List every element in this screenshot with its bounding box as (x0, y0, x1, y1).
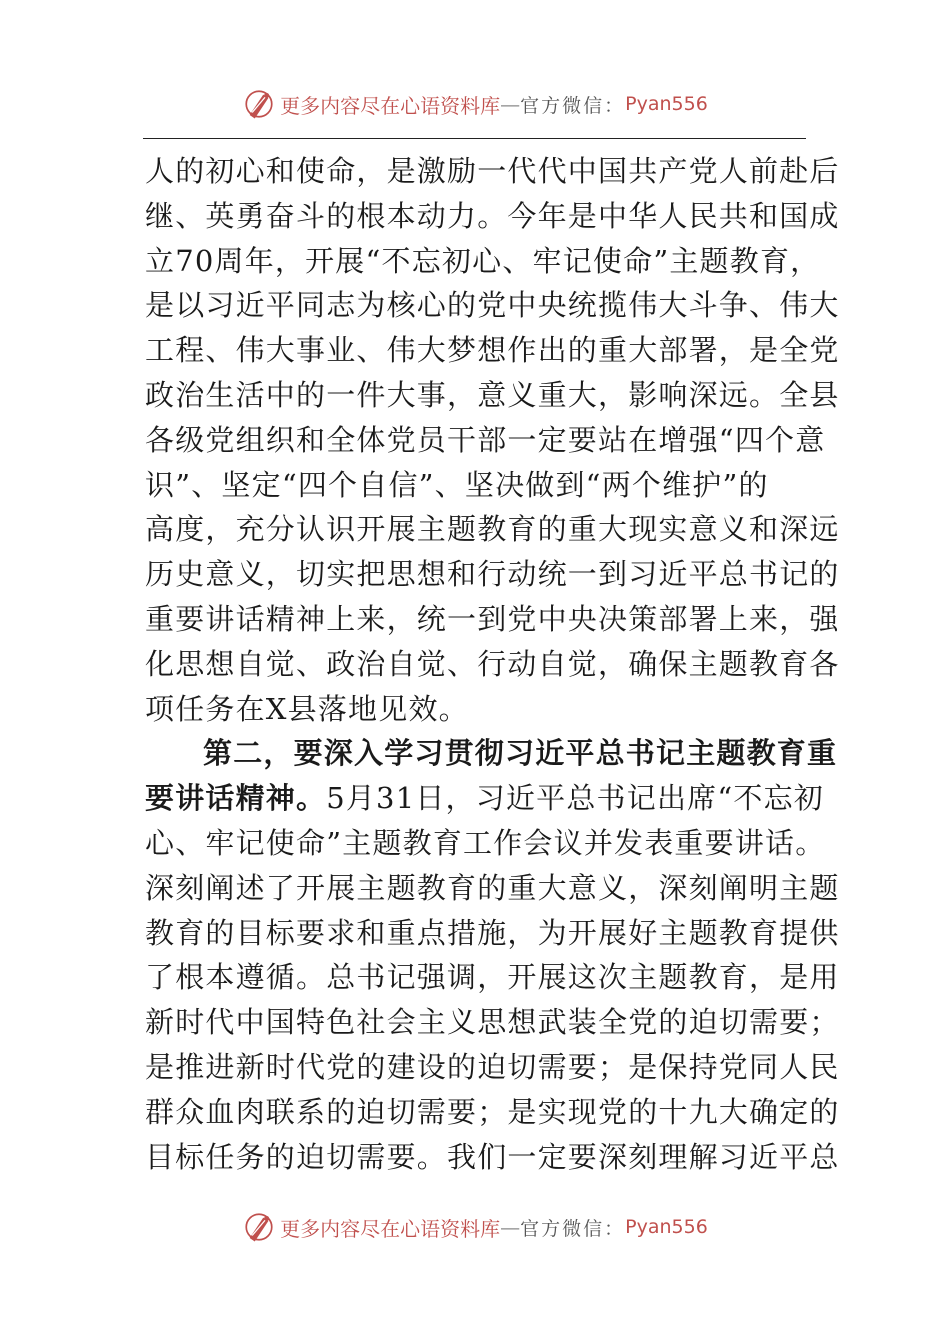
footer-banner (0, 1207, 950, 1247)
body-line: 了根本遵循。总书记强调，开展这次主题教育，是用 (145, 960, 840, 995)
body-line: 识”、坚定“四个自信”、坚决做到“两个维护”的 (145, 467, 769, 502)
body-line: 教育的目标要求和重点措施，为开展好主题教育提供 (145, 915, 840, 950)
body-line: 目标任务的迫切需要。我们一定要深刻理解习近平总 (145, 1139, 840, 1174)
header-separator: — (500, 92, 521, 116)
body-line: 深刻阐述了开展主题教育的重大意义，深刻阐明主题 (145, 870, 840, 905)
body-line: 人的初心和使命，是激励一代代中国共产党人前赴后 (145, 154, 840, 188)
header-divider (143, 138, 806, 139)
paragraph-heading-end: 要讲话精神。 (145, 781, 327, 816)
body-line: 心、牢记使命”主题教育工作会议并发表重要讲话。 (145, 825, 826, 860)
footer-brand-text: 更多内容尽在心语资料库 (280, 1216, 501, 1241)
body-line: 新时代中国特色社会主义思想武装全党的迫切需要； (145, 1005, 840, 1040)
footer-contact-label: 官方微信： (520, 1217, 626, 1240)
body-line: 重要讲话精神上来，统一到党中央决策部署上来，强 (145, 601, 840, 636)
footer-separator: — (500, 1215, 521, 1239)
document-body (145, 149, 840, 1179)
pen-nib-logo-icon (242, 87, 276, 121)
pen-nib-logo-icon (242, 1210, 276, 1244)
body-line: 群众血肉联系的迫切需要；是实现党的十九大确定的 (145, 1094, 840, 1129)
header-brand-text: 更多内容尽在心语资料库 (280, 93, 501, 118)
body-line: 政治生活中的一件大事，意义重大，影响深远。全县 (145, 377, 840, 412)
body-line: 立70周年，开展“不忘初心、牢记使命”主题教育， (145, 243, 821, 278)
body-line: 是以习近平同志为核心的党中央统揽伟大斗争、伟大 (145, 288, 840, 323)
body-line: 历史意义，切实把思想和行动统一到习近平总书记的 (145, 557, 840, 592)
body-line (145, 776, 824, 821)
body-line: 各级党组织和全体党员干部一定要站在增强“四个意 (145, 422, 826, 457)
body-line-rest: 5月31日，习近平总书记出席“不忘初 (326, 781, 824, 816)
header-contact-label: 官方微信： (520, 94, 626, 117)
body-line: 工程、伟大事业、伟大梦想作出的重大部署，是全党 (145, 333, 840, 368)
header-banner (0, 84, 950, 124)
body-line: 项任务在X县落地见效。 (145, 691, 469, 726)
body-line: 化思想自觉、政治自觉、行动自觉，确保主题教育各 (145, 646, 840, 681)
body-line: 是推进新时代党的建设的迫切需要；是保持党同人民 (145, 1049, 840, 1084)
paragraph-heading: 第二，要深入学习贯彻习近平总书记主题教育重 (203, 736, 838, 771)
body-line: 高度，充分认识开展主题教育的重大现实意义和深远 (145, 512, 840, 547)
header-wechat-id: Pyan556 (625, 93, 708, 115)
body-line: 继、英勇奋斗的根本动力。今年是中华人民共和国成 (145, 198, 840, 233)
footer-wechat-id: Pyan556 (625, 1216, 708, 1238)
